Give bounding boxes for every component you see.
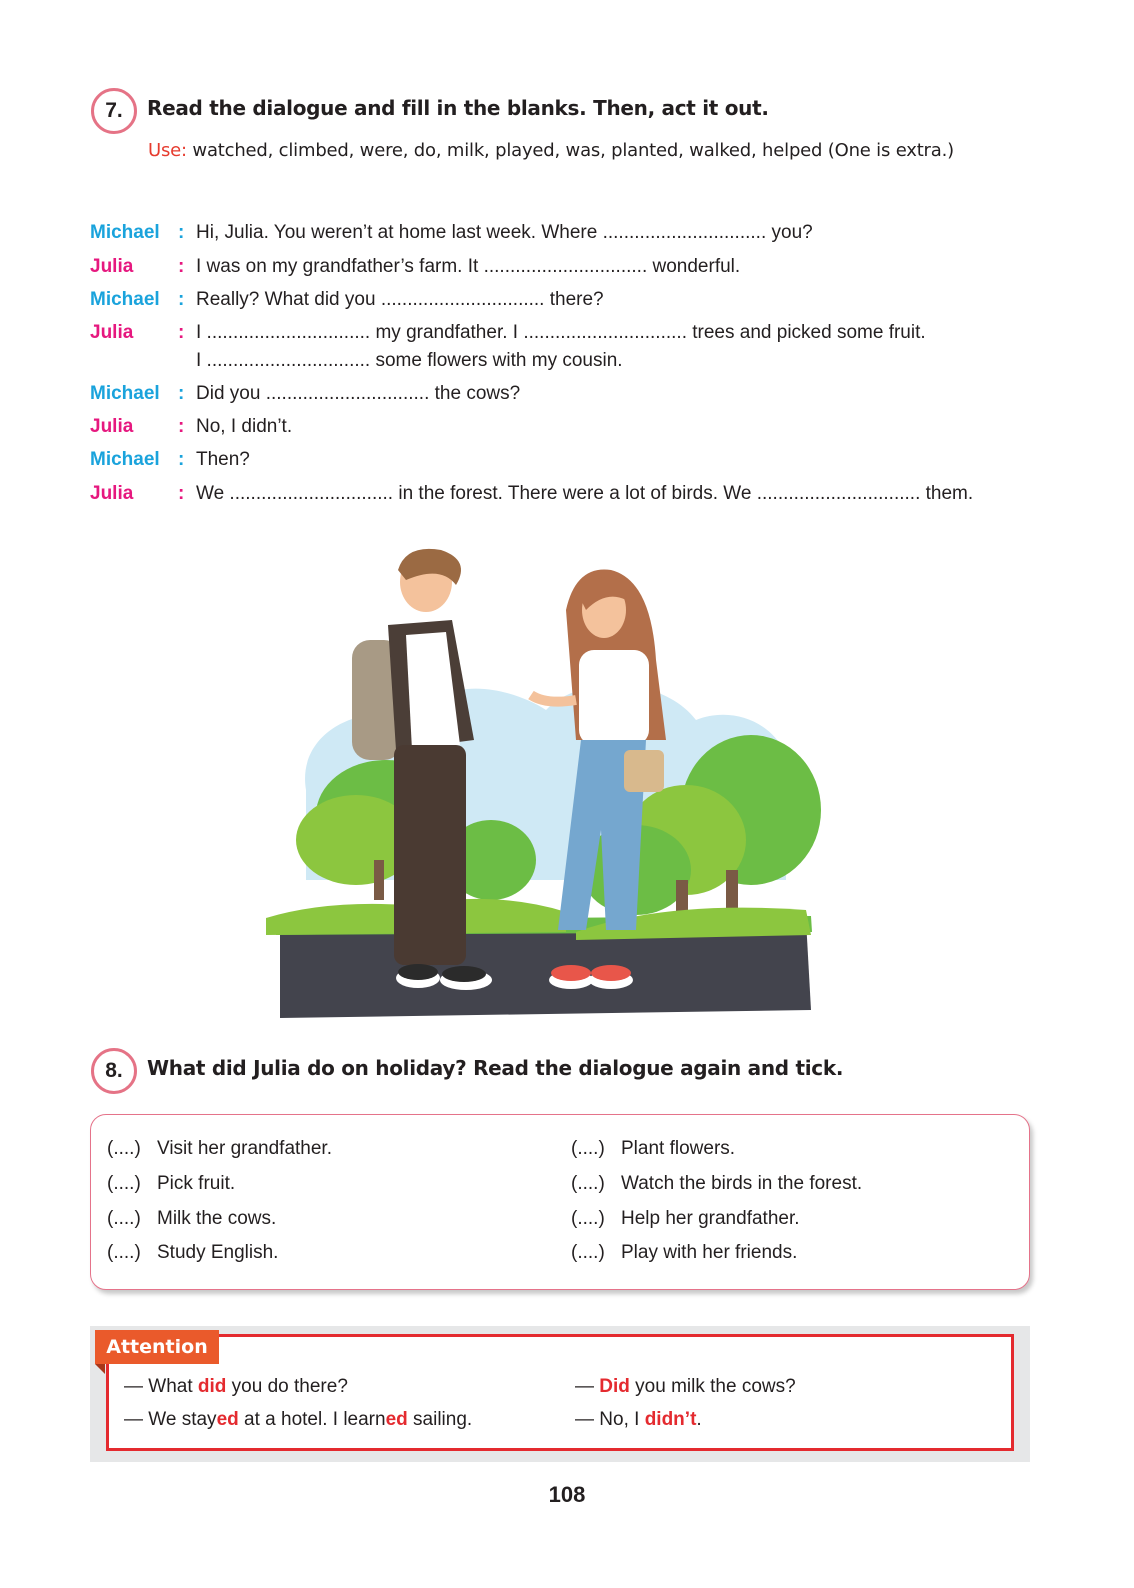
speaker-name: Michael [90,222,160,243]
tick-blank[interactable]: (....) [571,1173,605,1194]
highlight-text: Did [599,1376,630,1397]
example-text: at a hotel. I learn [238,1409,386,1430]
attention-example [124,1376,348,1398]
example-text: . [696,1409,702,1430]
word-bank-words: watched, climbed, were, do, milk, played, was, planted, walked, helped (One is extra.) [186,140,954,161]
tick-blank[interactable]: (....) [107,1208,141,1229]
attention-example [575,1409,702,1431]
speaker-name: Michael [90,289,160,310]
speaker-name: Michael [90,449,160,470]
speaker-name: Julia [90,416,134,437]
exercise-8-title: What did Julia do on holiday? Read the dialogue again and tick. [147,1056,844,1080]
dialogue-illustration [246,540,826,1022]
dialogue-text: I ............................... some flowers with my cousin. [196,350,623,371]
dialogue-text: No, I didn’t. [196,416,293,437]
dialogue-text: I ............................... my grandfather. I ............................... trees and picked some fruit. [196,322,926,343]
tick-blank[interactable]: (....) [107,1242,141,1263]
attention-tab-fold [95,1364,105,1374]
attention-example [124,1409,472,1431]
dialogue-text: Did you ............................... the cows? [196,383,521,404]
dialogue-text: Hi, Julia. You weren’t at home last week. Where ............................... you? [196,222,813,243]
exercise-7-title: Read the dialogue and fill in the blanks. Then, act it out. [147,96,769,120]
tick-blank[interactable]: (....) [107,1173,141,1194]
tick-blank[interactable]: (....) [107,1138,141,1159]
example-text: you milk the cows? [629,1376,796,1397]
attention-tab: Attention [95,1330,219,1364]
tick-item-text: Plant flowers. [621,1138,736,1159]
speaker-colon: : [178,449,185,470]
speaker-name: Julia [90,322,134,343]
tick-item-text: Help her grandfather. [621,1208,800,1229]
tick-item-text: Visit her grandfather. [157,1138,332,1159]
highlight-text: didn’t [644,1409,697,1430]
highlight-text: did [197,1376,227,1397]
speaker-name: Michael [90,383,160,404]
tick-blank[interactable]: (....) [571,1208,605,1229]
exercise-8-number: 8. [91,1048,137,1094]
tick-item-text: Watch the birds in the forest. [621,1173,863,1194]
dialogue-text: Then? [196,449,250,470]
dialogue-text: We ............................... in the forest. There were a lot of birds. We ............................... them. [196,483,974,504]
example-text: — We stay [124,1409,217,1430]
tick-item-text: Pick fruit. [157,1173,236,1194]
word-bank [148,140,954,161]
example-text: — No, I [575,1409,645,1430]
speaker-name: Julia [90,256,134,277]
attention-example [575,1376,796,1398]
example-text: sailing. [407,1409,473,1430]
example-text: — [575,1376,600,1397]
example-text: — What [124,1376,198,1397]
speaker-name: Julia [90,483,134,504]
highlight-text: ed [385,1409,408,1430]
word-bank-label: Use: [148,140,187,161]
exercise-7-number: 7. [91,88,137,134]
tick-blank[interactable]: (....) [571,1138,605,1159]
example-text: you do there? [226,1376,348,1397]
speaker-colon: : [178,256,185,277]
speaker-colon: : [178,289,185,310]
speaker-colon: : [178,416,185,437]
page-number: 108 [548,1482,586,1507]
dialogue-text: I was on my grandfather’s farm. It ............................... wonderful. [196,256,741,277]
speaker-colon: : [178,322,185,343]
tick-item-text: Milk the cows. [157,1208,277,1229]
tick-item-text: Play with her friends. [621,1242,798,1263]
tick-item-text: Study English. [157,1242,279,1263]
speaker-colon: : [178,383,185,404]
highlight-text: ed [216,1409,239,1430]
tick-blank[interactable]: (....) [571,1242,605,1263]
speaker-colon: : [178,222,185,243]
dialogue-text: Really? What did you ............................... there? [196,289,604,310]
speaker-colon: : [178,483,185,504]
